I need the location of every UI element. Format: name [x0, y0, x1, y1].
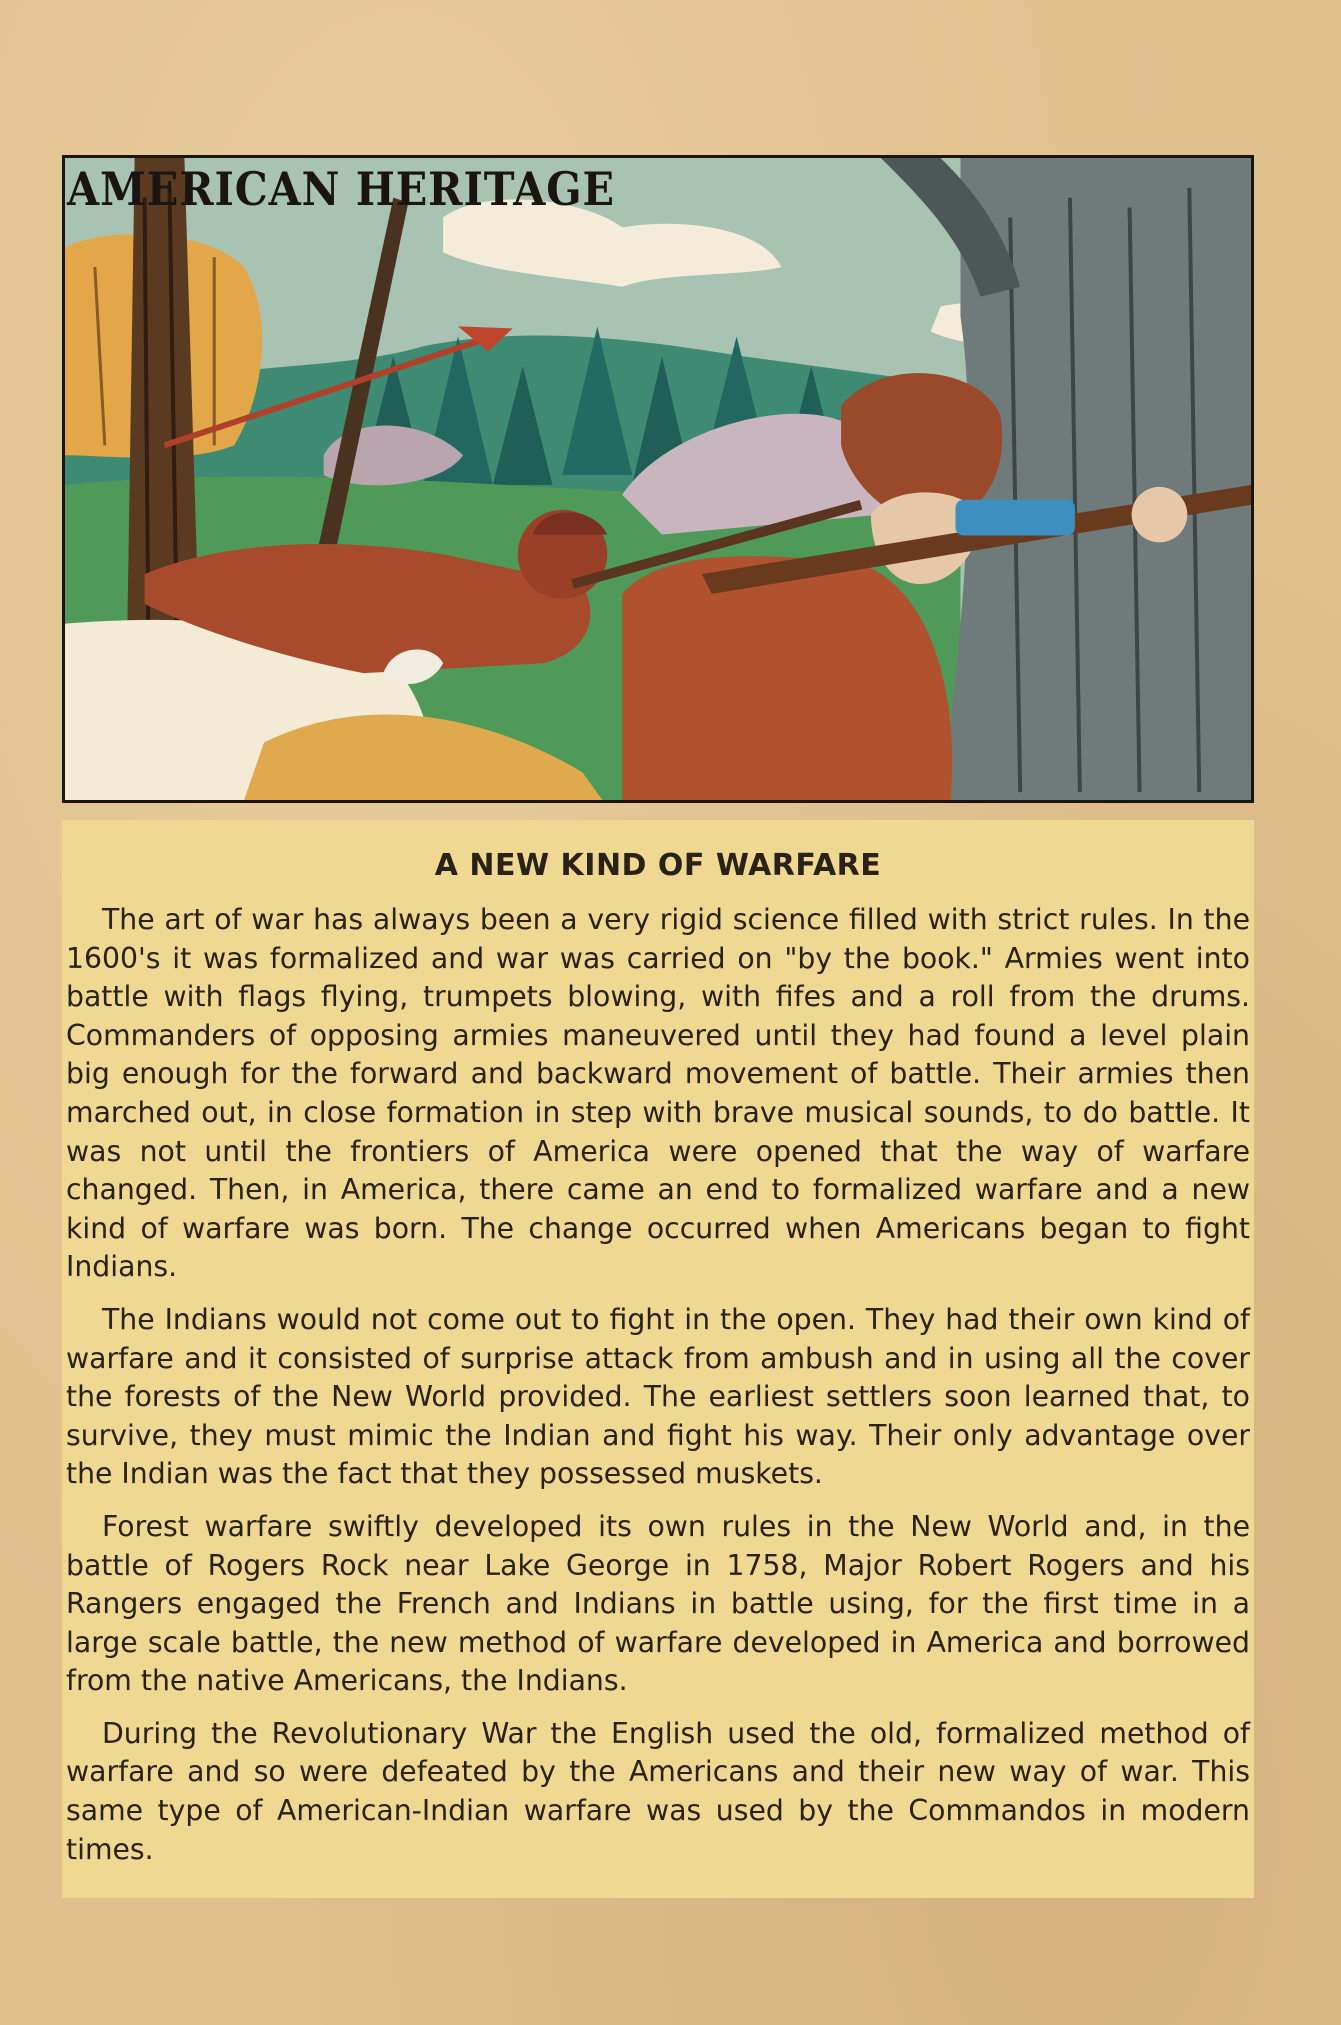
paragraph-4: During the Revolutionary War the English used the old, formalized method of warfare and so were defeated by the Americans and their new way of war. This same type of American-Indian warfare was used by the Commandos in modern times. — [66, 1716, 1250, 1866]
paragraph-2: The Indians would not come out to fight in the open. They had their own kind of warfare and it consisted of surprise attack from ambush and in using all the cover the forests of the New World provided. The earliest settlers soon learned that, to survive, they must mimic the Indian and fight his way. Their only advantage over the Indian was the fact that they possessed muskets. — [66, 1302, 1250, 1491]
illustration-panel — [62, 155, 1254, 803]
banner-title: AMERICAN HERITAGE — [67, 162, 615, 216]
frontier-riflemen-illustration — [65, 158, 1251, 800]
paragraph-1: The art of war has always been a very rigid science filled with strict rules. In the 1600's it was formalized and war was carried on "by the book." Armies went into battle with flags flying, trumpets blowing, with fifes and a roll from the drums. Commanders of opposing armies maneuvered until they had found a level plain big enough for the forward and backward movement of battle. Their armies then marched out, in close formation in step with brave musical sounds, to do battle. It was not until the frontiers of America were opened that the way of warfare changed. Then, in America, there came an end to formalized warfare and a new kind of warfare was born. The change occurred when Americans began to fight Indians. — [66, 903, 1250, 1284]
article-text-block — [62, 820, 1254, 1898]
paragraph-3: Forest warfare swiftly developed its own rules in the New World and, in the battle of Rogers Rock near Lake George in 1758, Major Robert Rogers and his Rangers engaged the French and Indians in battle using, for the first time in a large scale battle, the new method of warfare developed in America and borrowed from the native Americans, the Indians. — [66, 1509, 1250, 1698]
article-title: A NEW KIND OF WARFARE — [434, 848, 882, 883]
